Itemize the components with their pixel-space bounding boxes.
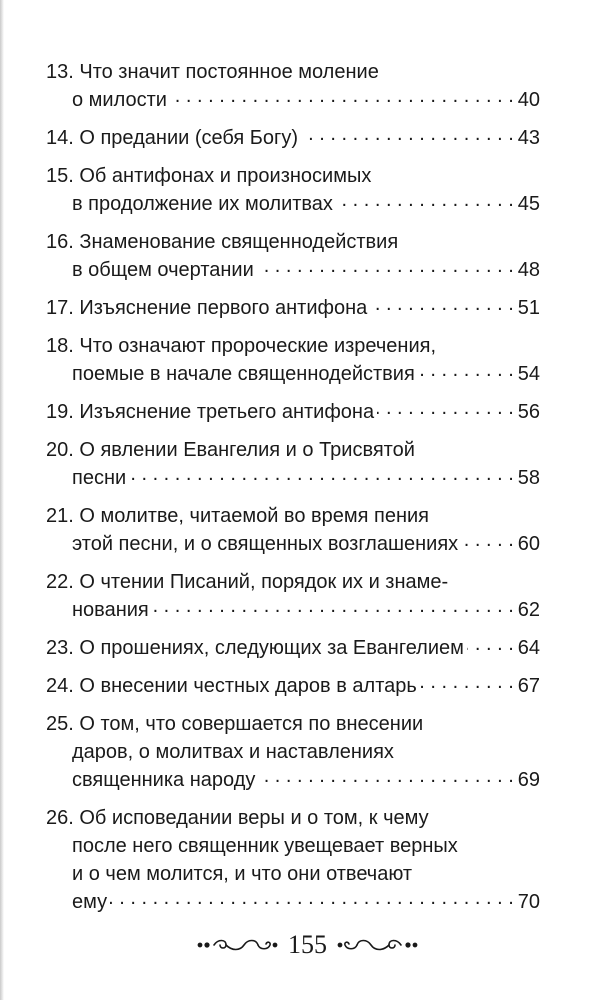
toc-entry-title: 15. Об антифонах и произносимых	[46, 165, 372, 187]
page-edge-shadow	[0, 0, 4, 1000]
dot-leader	[129, 464, 514, 484]
page-number: 155	[288, 930, 327, 959]
toc-entry	[46, 710, 540, 794]
toc-entry-title: 23. О прошениях, следующих за Евангелием	[46, 637, 464, 659]
toc-entry-line	[46, 568, 540, 596]
toc-page-number: 54	[517, 363, 540, 385]
right-flourish-icon	[337, 937, 419, 953]
toc-entry-line	[46, 464, 540, 492]
toc-entry-line	[46, 672, 540, 700]
toc-page-number: 64	[517, 637, 540, 659]
toc-entry-title: и о чем молится, и что они отвечают	[72, 863, 413, 885]
toc-page-number: 43	[517, 127, 540, 149]
dot-leader	[110, 888, 514, 908]
toc-entry-title: поемые в начале священнодействия	[72, 363, 415, 385]
toc-entry-line	[46, 294, 540, 322]
dot-leader	[461, 530, 514, 550]
toc-page-number: 67	[517, 675, 540, 697]
toc-entry-line	[46, 436, 540, 464]
toc-entry-title: 17. Изъяснение первого антифона	[46, 297, 368, 319]
dot-leader	[257, 256, 514, 276]
toc-page-number: 45	[517, 193, 540, 215]
toc-page-number: 69	[517, 769, 540, 791]
toc-entry	[46, 332, 540, 388]
toc-entry-line	[46, 124, 540, 152]
toc-page-number: 56	[517, 401, 540, 423]
toc-page-number: 70	[517, 891, 540, 913]
dot-leader	[301, 124, 514, 144]
toc-entry-title: нования	[72, 599, 149, 621]
toc-entry-title: о милости	[72, 89, 167, 111]
toc-entry	[46, 398, 540, 426]
toc-page-number: 60	[517, 533, 540, 555]
toc-entry	[46, 124, 540, 152]
toc-entry-title: 19. Изъяснение третьего антифона	[46, 401, 375, 423]
toc-entry	[46, 228, 540, 284]
toc-entry-title: этой песни, и о священных возглашениях	[72, 533, 459, 555]
toc-entry	[46, 804, 540, 916]
toc-entry	[46, 568, 540, 624]
toc-entry-line	[46, 530, 540, 558]
toc-entry-title: после него священник увещевает верных	[72, 835, 458, 857]
toc-entry-line	[46, 398, 540, 426]
toc-entry-line	[46, 738, 540, 766]
toc-entry-title: 16. Знаменование священнодействия	[46, 231, 399, 253]
dot-leader	[370, 294, 514, 314]
toc-entry-line	[46, 804, 540, 832]
toc-entry-title: 22. О чтении Писаний, порядок их и знаме-	[46, 571, 449, 593]
toc-entry-line	[46, 832, 540, 860]
toc-entry-line	[46, 634, 540, 662]
toc-entry-line	[46, 86, 540, 114]
dot-leader	[418, 360, 514, 380]
toc-entry-title: даров, о молитвах и наставлениях	[72, 741, 394, 763]
toc-entry-line	[46, 58, 540, 86]
toc-entry	[46, 436, 540, 492]
toc-entry-title: 13. Что значит постоянное моление	[46, 61, 379, 83]
toc-entry-title: 14. О предании (себя Богу)	[46, 127, 299, 149]
dot-leader	[152, 596, 514, 616]
toc-entry-title: 24. О внесении честных даров в алтарь	[46, 675, 417, 697]
dot-leader	[170, 86, 514, 106]
toc-entry-line	[46, 502, 540, 530]
toc-entry-line	[46, 710, 540, 738]
toc-entry	[46, 58, 540, 114]
toc-entry-line	[46, 888, 540, 916]
toc-entry-line	[46, 162, 540, 190]
dot-leader	[420, 672, 514, 692]
left-flourish-icon	[196, 937, 278, 953]
toc-page-number: 51	[517, 297, 540, 319]
toc-entry-line	[46, 766, 540, 794]
toc-entry-title: ему	[72, 891, 108, 913]
toc-entry-line	[46, 228, 540, 256]
dot-leader	[377, 398, 514, 418]
table-of-contents	[46, 58, 540, 926]
toc-entry-line	[46, 596, 540, 624]
toc-page-number: 48	[517, 259, 540, 281]
toc-entry-title: песни	[72, 467, 127, 489]
toc-entry-title: в общем очертании	[72, 259, 254, 281]
toc-entry-title: 25. О том, что совершается по внесении	[46, 713, 424, 735]
toc-entry	[46, 634, 540, 662]
toc-entry-title: 21. О молитве, читаемой во время пения	[46, 505, 430, 527]
toc-entry	[46, 502, 540, 558]
toc-page-number: 40	[517, 89, 540, 111]
toc-entry	[46, 162, 540, 218]
toc-entry-line	[46, 190, 540, 218]
toc-entry-title: 26. Об исповедании веры и о том, к чему	[46, 807, 429, 829]
toc-page-number: 62	[517, 599, 540, 621]
toc-entry	[46, 672, 540, 700]
toc-entry	[46, 294, 540, 322]
toc-entry-line	[46, 360, 540, 388]
dot-leader	[336, 190, 514, 210]
toc-entry-line	[46, 860, 540, 888]
toc-page-number: 58	[517, 467, 540, 489]
toc-entry-line	[46, 332, 540, 360]
dot-leader	[258, 766, 513, 786]
page-footer	[0, 930, 615, 960]
toc-entry-title: священника народу	[72, 769, 256, 791]
toc-entry-title: в продолжение их молитвах	[72, 193, 333, 215]
dot-leader	[467, 634, 514, 654]
toc-entry-title: 20. О явлении Евангелия и о Трисвятой	[46, 439, 415, 461]
toc-entry-title: 18. Что означают пророческие изречения,	[46, 335, 437, 357]
toc-entry-line	[46, 256, 540, 284]
